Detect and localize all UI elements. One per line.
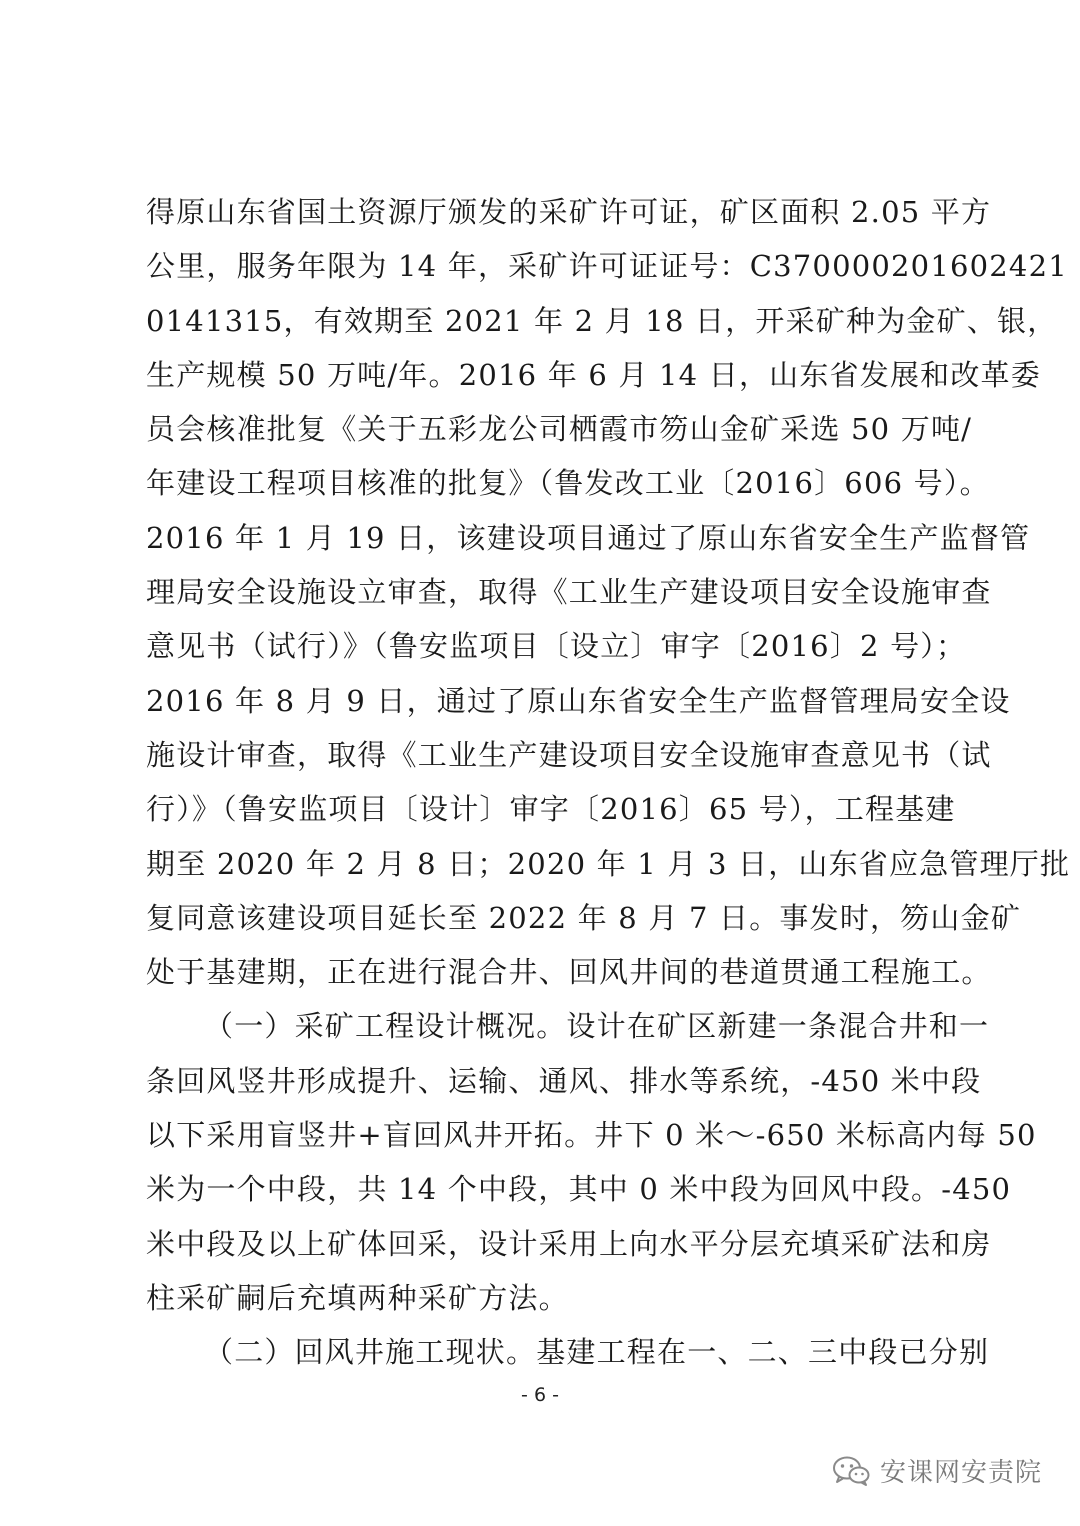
text-line: 米中段及以上矿体回采，设计采用上向水平分层充填采矿法和房 [146, 1226, 992, 1261]
text-line: 公里，服务年限为 14 年，采矿许可证证号：C370000201602421 [146, 249, 1068, 284]
text-line: 0141315，有效期至 2021 年 2 月 18 日，开采矿种为金矿、银， [146, 303, 1058, 338]
text-line: 施设计审查，取得《工业生产建设项目安全设施审查意见书（试 [146, 737, 992, 772]
text-line: 理局安全设施设立审查，取得《工业生产建设项目安全设施审查 [146, 575, 992, 610]
text-line: 员会核准批复《关于五彩龙公司栖霞市笏山金矿采选 50 万吨/ [146, 412, 973, 447]
text-line: 处于基建期，正在进行混合井、回风井间的巷道贯通工程施工。 [146, 955, 992, 990]
text-line: 生产规模 50 万吨/年。2016 年 6 月 14 日，山东省发展和改革委 [146, 357, 1041, 392]
text-line: 2016 年 8 月 9 日，通过了原山东省安全生产监督管理局安全设 [146, 683, 1011, 718]
text-line: 复同意该建设项目延长至 2022 年 8 月 7 日。事发时，笏山金矿 [146, 900, 1022, 935]
watermark [832, 1452, 1042, 1489]
text-line: 年建设工程项目核准的批复》（鲁发改工业〔2016〕606 号）。 [146, 466, 990, 501]
text-line: 2016 年 1 月 19 日，该建设项目通过了原山东省安全生产监督管 [146, 520, 1031, 555]
wechat-icon [832, 1455, 870, 1487]
section-heading-line: （二）回风井施工现状。基建工程在一、二、三中段已分别 [204, 1335, 990, 1370]
text-line: 行）》（鲁安监项目〔设计〕审字〔2016〕65 号），工程基建 [146, 792, 956, 827]
text-line: 柱采矿嗣后充填两种采矿方法。 [146, 1280, 569, 1315]
text-line: 得原山东省国土资源厅颁发的采矿许可证，矿区面积 2.05 平方 [146, 195, 992, 229]
page-number: - 6 - [521, 1384, 559, 1406]
text-line: 期至 2020 年 2 月 8 日；2020 年 1 月 3 日，山东省应急管理厅批 [146, 846, 1071, 881]
text-line: 米为一个中段，共 14 个中段，其中 0 米中段为回风中段。-450 [146, 1172, 1012, 1207]
document-body [146, 185, 1071, 1380]
text-line: 以下采用盲竖井+盲回风井开拓。井下 0 米～-650 米标高内每 50 [146, 1118, 1037, 1153]
text-line: 意见书（试行）》（鲁安监项目〔设立〕审字〔2016〕2 号）； [146, 629, 967, 664]
section-heading-line: （一）采矿工程设计概况。设计在矿区新建一条混合井和一 [204, 1009, 990, 1044]
watermark-text: 安课网安责院 [879, 1458, 1042, 1488]
text-line: 条回风竖井形成提升、运输、通风、排水等系统，-450 米中段 [146, 1063, 982, 1098]
